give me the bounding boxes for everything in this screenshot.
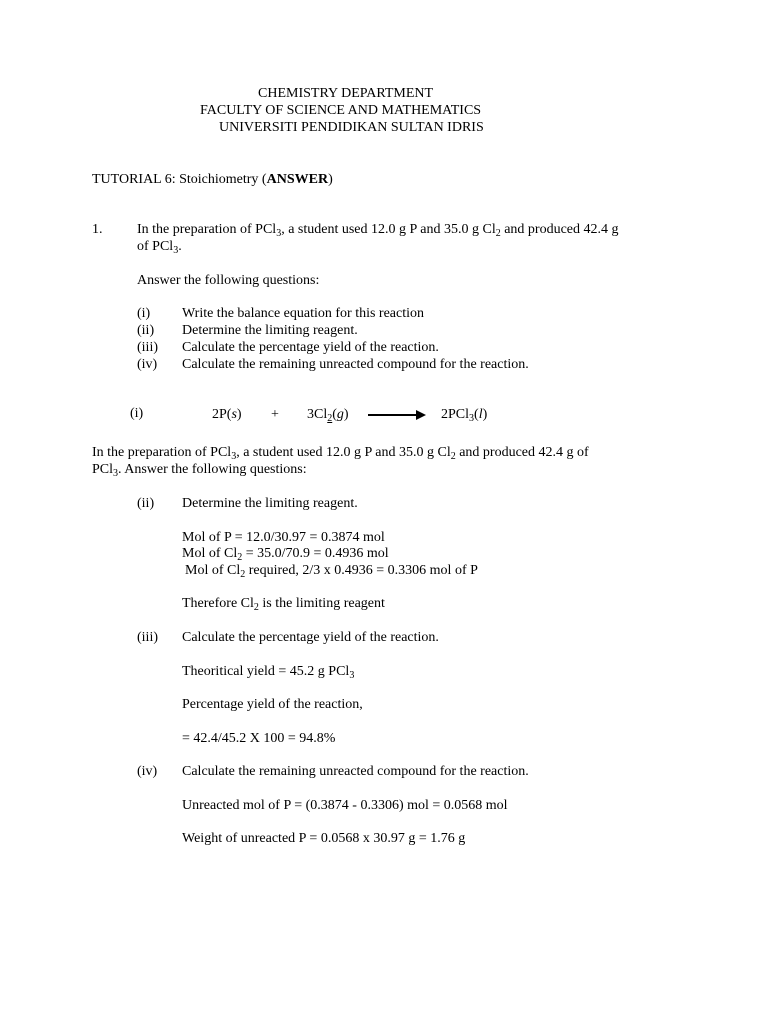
limiting-reagent-conclusion bbox=[182, 595, 385, 612]
equation-reactant-cl2 bbox=[307, 406, 349, 423]
part-iii-title: Calculate the percentage yield of the reaction. bbox=[182, 630, 439, 645]
item-text-iii: Calculate the percentage yield of the reaction. bbox=[182, 340, 439, 355]
tutorial-title bbox=[92, 171, 333, 188]
text-segment: , a student used 12.0 g P and 35.0 g Cl bbox=[281, 222, 496, 237]
text-segment: ) bbox=[343, 407, 349, 422]
part-iii-number: (iii) bbox=[137, 630, 158, 645]
subscript: 2 bbox=[327, 413, 333, 424]
item-num-iv: (iv) bbox=[137, 357, 158, 372]
text-segment: . Answer the following questions: bbox=[118, 462, 307, 477]
text-segment: In the preparation of PCl bbox=[137, 222, 277, 237]
tutorial-prefix: TUTORIAL 6: Stoichiometry ( bbox=[92, 172, 267, 187]
state-symbol: g bbox=[336, 407, 344, 422]
question-intro-line-2 bbox=[137, 238, 182, 255]
subscript: 2 bbox=[495, 228, 501, 239]
state-symbol: s bbox=[231, 407, 237, 422]
subscript: 2 bbox=[253, 602, 259, 613]
percentage-yield-label: Percentage yield of the reaction, bbox=[182, 697, 363, 712]
text-segment: required, 2/3 x 0.4936 = 0.3306 mol of P bbox=[245, 563, 478, 578]
text-segment: , a student used 12.0 g P and 35.0 g Cl bbox=[236, 445, 451, 460]
mol-of-p: Mol of P = 12.0/30.97 = 0.3874 mol bbox=[182, 530, 385, 545]
mol-of-cl2 bbox=[182, 545, 389, 562]
text-segment: of PCl bbox=[137, 239, 174, 254]
item-num-ii: (ii) bbox=[137, 323, 155, 338]
theoretical-yield bbox=[182, 663, 354, 680]
unreacted-mol: Unreacted mol of P = (0.3874 - 0.3306) mol = 0.0568 mol bbox=[182, 798, 508, 813]
unreacted-weight: Weight of unreacted P = 0.0568 x 30.97 g = 1.76 g bbox=[182, 831, 466, 846]
header-line-2: FACULTY OF SCIENCE AND MATHEMATICS bbox=[200, 103, 482, 118]
text-segment: 2P( bbox=[212, 407, 232, 422]
text-segment: ) bbox=[482, 407, 488, 422]
question-number: 1. bbox=[92, 222, 103, 237]
reaction-arrow-icon bbox=[368, 406, 424, 423]
text-segment: . bbox=[178, 239, 182, 254]
text-segment: Mol of Cl bbox=[185, 563, 241, 578]
tutorial-answer-label: ANSWER bbox=[266, 172, 329, 187]
subscript: 3 bbox=[349, 670, 355, 681]
text-segment: PCl bbox=[92, 462, 114, 477]
item-text-ii: Determine the limiting reagent. bbox=[182, 323, 358, 338]
text-segment: and produced 42.4 g of bbox=[455, 445, 589, 460]
question-intro-line-1 bbox=[137, 221, 619, 238]
equation-reactant-p bbox=[212, 406, 242, 423]
text-segment: ( bbox=[474, 407, 479, 422]
text-segment: and produced 42.4 g bbox=[500, 222, 619, 237]
part-iv-title: Calculate the remaining unreacted compound for the reaction. bbox=[182, 764, 529, 779]
subscript: 2 bbox=[240, 569, 246, 580]
text-segment: Theoritical yield = 45.2 g PCl bbox=[182, 664, 350, 679]
equation-plus: + bbox=[271, 407, 279, 422]
equation-product-pcl3 bbox=[441, 406, 487, 423]
equation-label: (i) bbox=[130, 406, 144, 421]
item-text-iv: Calculate the remaining unreacted compound for the reaction. bbox=[182, 357, 529, 372]
part-ii-number: (ii) bbox=[137, 496, 155, 511]
subscript: 2 bbox=[237, 552, 243, 563]
subscript: 3 bbox=[469, 413, 475, 424]
tutorial-suffix: ) bbox=[328, 172, 333, 187]
state-symbol: l bbox=[478, 407, 483, 422]
subscript: 3 bbox=[113, 468, 119, 479]
text-segment: is the limiting reagent bbox=[258, 596, 385, 611]
text-segment: 2PCl bbox=[441, 407, 470, 422]
text-segment: ) bbox=[236, 407, 242, 422]
item-text-i: Write the balance equation for this reaction bbox=[182, 306, 424, 321]
mol-cl2-required bbox=[185, 562, 478, 579]
restate-line-1 bbox=[92, 444, 589, 461]
item-num-iii: (iii) bbox=[137, 340, 158, 355]
subscript: 3 bbox=[173, 245, 179, 256]
text-segment: Mol of Cl bbox=[182, 546, 238, 561]
part-iv-number: (iv) bbox=[137, 764, 158, 779]
subscript: 3 bbox=[276, 228, 282, 239]
percentage-yield-calc: = 42.4/45.2 X 100 = 94.8% bbox=[182, 731, 336, 746]
header-line-1: CHEMISTRY DEPARTMENT bbox=[258, 86, 434, 101]
text-segment: ( bbox=[332, 407, 337, 422]
subscript: 2 bbox=[450, 451, 456, 462]
subscript: 3 bbox=[231, 451, 237, 462]
restate-line-2 bbox=[92, 461, 307, 478]
text-segment: In the preparation of PCl bbox=[92, 445, 232, 460]
header-line-3: UNIVERSITI PENDIDIKAN SULTAN IDRIS bbox=[219, 120, 484, 135]
text-segment: = 35.0/70.9 = 0.4936 mol bbox=[242, 546, 389, 561]
text-segment: 3Cl bbox=[307, 407, 328, 422]
text-segment: Therefore Cl bbox=[182, 596, 254, 611]
item-num-i: (i) bbox=[137, 306, 151, 321]
part-ii-title: Determine the limiting reagent. bbox=[182, 496, 358, 511]
answer-following-heading: Answer the following questions: bbox=[137, 273, 320, 288]
